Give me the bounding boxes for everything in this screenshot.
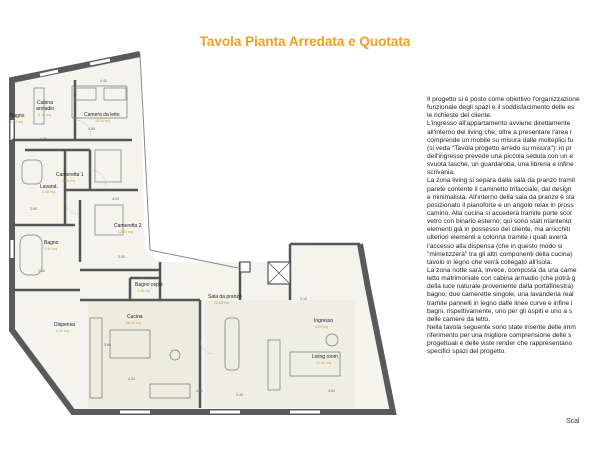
scale-label: Scal — [566, 418, 580, 425]
room-lavand-sub: 2.10 mq — [42, 190, 55, 194]
description-line: le richieste del cliente. — [427, 112, 492, 120]
description-line: tramite pannelli in legno dalle linee curve e infine i — [427, 299, 573, 307]
room-cabina-sub: 5.16 mq — [38, 113, 51, 117]
room-dispensa-sub: 4.10 mq — [56, 329, 69, 333]
description-line: "mimetizzerà" tra gli altri componenti della cucina) — [427, 250, 573, 258]
dim-12: 4.50 — [88, 127, 95, 131]
dim-5: 4.51 — [196, 389, 203, 393]
room-bagno-ospiti-sub: 3.20 mq — [137, 289, 150, 293]
description-line: bagni, rispettivamente, uno per gli ospiti e uno a s — [427, 307, 573, 315]
room-cameretta2-sub: 12.30 mq — [118, 230, 133, 234]
dim-10: 3.45 — [236, 393, 243, 397]
room-camera: Camera da letto — [84, 112, 120, 118]
room-ingresso-sub: 6.30 mq — [315, 325, 328, 329]
plan-title: Tavola Pianta Arredata e Quotata — [199, 34, 411, 49]
cucina-area — [88, 300, 200, 408]
description-line: e minimalista. All'interno della sala da pranzo è sta — [427, 193, 575, 201]
dim-2: 4.40 — [40, 137, 47, 141]
description-line: all'interno del living che, oltre a presentare l'area r — [427, 128, 573, 136]
room-camera-sub: 15.50 mq — [95, 119, 110, 123]
room-bagno-sub: 4.84 mq — [10, 120, 23, 124]
room-cucina: Cucina — [127, 314, 143, 320]
project-description — [427, 96, 600, 357]
description-line: (si veda "Tavola progetto arredo su misura"): in pr — [427, 144, 572, 152]
description-line: della luce naturale proveniente dalla portafinestra) — [427, 283, 574, 291]
description-line: delle camere da letto. — [427, 315, 491, 323]
description-line: vetro con binario esterno; qui sono stati mantenut — [427, 218, 572, 226]
description-line: tavolo in legno che verrà collegato all'isola. — [427, 258, 553, 266]
room-cameretta1: Cameretta 1 — [56, 172, 84, 178]
dim-6: 4.33 — [128, 377, 135, 381]
description-line: dell'ingresso prevede una piccola seduta con un e — [427, 152, 574, 160]
description-line: svuota tasche, un guardaroba, una libreria e infine — [427, 161, 574, 169]
description-line: bagno; due camerette singole, una lavanderia real — [427, 291, 574, 299]
description-line: Il progetto si è posto come obiettivo l'organizzazione — [427, 96, 580, 103]
room-cabina-2: armadio — [36, 106, 55, 112]
room-lavand: Lavand. — [40, 184, 58, 190]
dim-13: 3.60 — [104, 343, 111, 347]
description-line: posizionato il pianoforte e un angolo relax in pross — [427, 201, 574, 209]
room-sala: Sala da pranzo — [208, 294, 242, 300]
description-line: specifici spazi del progetto. — [427, 348, 507, 356]
description-line: camino. Alla cucina si accederà tramite porte scor — [427, 209, 573, 217]
room-bagno-ospiti: Bagno ospiti — [135, 282, 163, 288]
dim-4: 3.05 — [118, 255, 125, 259]
description-line: La zona living si separa dalla sala da pranzo tramit — [427, 177, 576, 185]
dim-11: 2.10 — [300, 297, 307, 301]
room-cabina: Cabina — [37, 100, 53, 106]
dim-3: 4.20 — [112, 197, 119, 201]
description-line: letto matrimoniale con cabina armadio (che potrà g — [427, 275, 576, 283]
room-living: Living room — [312, 354, 338, 360]
description-line: progettuali e delle viste render che rappresentano — [427, 340, 573, 348]
description-line: L'ingresso all'appartamento avviene direttamente — [427, 120, 571, 128]
description-line: elementi già in possesso del cliente, ma arricchiti — [427, 226, 570, 234]
dim-1: 4.40 — [100, 79, 107, 83]
dim-7: 3.00 — [328, 389, 335, 393]
description-line: parete contente il caminetto trifacciale, dal design — [427, 185, 572, 193]
description-line: La zona notte sarà, invece, composta da una came — [427, 266, 577, 274]
description-line: funzionale degli spazi e il soddisfacimento delle es — [427, 104, 575, 112]
dim-9: 1.40 — [38, 269, 45, 273]
room-cameretta2: Cameretta 2 — [114, 223, 142, 229]
dim-8: 2.60 — [30, 207, 37, 211]
room-ingresso: Ingresso — [314, 318, 334, 324]
description-line: comprende un mobile su misura dalle molteplici fu — [427, 136, 574, 144]
room-sala-sub: 22.80 mq — [214, 301, 229, 305]
description-line: riferimento per una migliore comprensione delle s — [427, 332, 572, 340]
description-line: scrivania. — [427, 169, 455, 177]
room-bagno2-sub: 4.40 mq — [44, 247, 57, 251]
description-line: ulteriori elementi a colonna tramite i quali averrà — [427, 234, 568, 242]
description-line: l'accesso alla dispensa (che in questo modo si — [427, 242, 563, 250]
description-line: Nella tavola seguente sono state inserite delle imm — [427, 323, 576, 331]
room-bagno: Bagno — [10, 113, 25, 119]
room-bagno2: Bagno — [44, 240, 59, 246]
room-cucina-sub: 16.40 mq — [126, 321, 141, 325]
room-dispensa: Dispensa — [54, 322, 75, 328]
room-living-sub: 27.60 mq — [316, 361, 331, 365]
room-cameretta1-sub: 9.85 mq — [62, 179, 75, 183]
